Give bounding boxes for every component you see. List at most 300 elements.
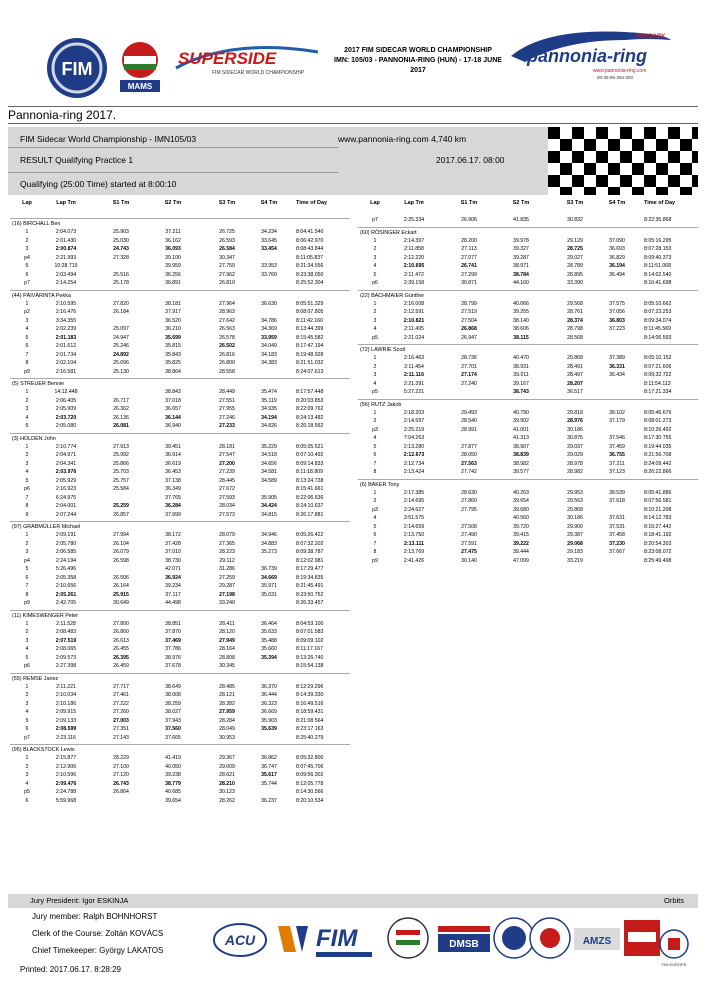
lap-time-cell: 2:12.591: [403, 309, 425, 315]
s2-cell: 39.238: [165, 772, 181, 778]
s4-cell: 35.617: [261, 772, 277, 778]
table-row: [10, 637, 350, 646]
table-row: [10, 388, 350, 397]
motorsport-logo: [624, 920, 660, 956]
s3-cell: 27.259: [219, 574, 235, 581]
lap-cell: 4: [373, 380, 377, 387]
lap-time-cell: 10:28.719: [54, 263, 78, 269]
s2-cell: 38.743: [513, 389, 529, 395]
time-of-day-cell: 8:17:29.477: [296, 566, 324, 572]
table-row: [10, 502, 350, 511]
lap-cell: p9: [24, 368, 30, 375]
time-of-day-cell: 8:20:54.303: [644, 540, 672, 547]
s4-cell: 34.883: [261, 540, 277, 547]
s4-cell: 38.102: [609, 409, 625, 416]
s3-cell: 29.818: [567, 409, 583, 416]
col-s3: S3 Tm: [218, 200, 236, 206]
s1-cell: 25.866: [113, 460, 129, 467]
s2-cell: 38.259: [165, 700, 181, 707]
table-row: [10, 591, 350, 600]
s2-cell: 39.287: [513, 254, 529, 261]
table-row: [10, 654, 350, 663]
table-row: [358, 417, 698, 426]
time-of-day-cell: 8:19:34.835: [296, 574, 324, 581]
lap-time-cell: 2:06.405: [55, 397, 77, 404]
lap-time-cell: 2:09.573: [55, 654, 77, 661]
table-row: [10, 228, 350, 237]
lap-time-cell: 2:10.695: [403, 263, 425, 269]
s2-cell: 36.256: [165, 271, 181, 278]
s2-cell: 41.835: [513, 217, 529, 223]
s2-cell: 38.971: [513, 263, 529, 269]
s3-cell: 29.868: [567, 506, 583, 513]
s2-cell: 35.699: [165, 334, 181, 341]
s3-cell: 28.262: [219, 797, 235, 804]
table-row: [358, 388, 698, 397]
s2-cell: 39.720: [513, 523, 529, 530]
table-row: [10, 262, 350, 271]
s3-cell: 26.563: [219, 326, 235, 332]
s1-cell: 27.475: [461, 549, 477, 555]
s4-cell: 37.123: [609, 469, 625, 475]
time-of-day-cell: 8:09:32.722: [644, 372, 672, 378]
lap-time-cell: 2:14.659: [403, 523, 425, 530]
s4-cell: 35.905: [261, 494, 277, 501]
s2-cell: 44.498: [165, 600, 181, 606]
fim-europe-badge-text: FIM EUROPE: [661, 962, 687, 967]
lap-cell: 1: [25, 300, 29, 307]
time-of-day-cell: 8:07:32.202: [296, 540, 324, 547]
s2-cell: 37.010: [165, 549, 181, 555]
s1-cell: 27.351: [113, 726, 129, 732]
time-of-day-cell: 8:10:26.492: [644, 426, 672, 433]
table-header: [358, 200, 698, 216]
lap-time-cell: 2:14.254: [55, 280, 77, 286]
lap-cell: 6: [25, 271, 29, 278]
table-row: [10, 477, 350, 486]
lap-cell: 1: [25, 620, 29, 627]
s1-cell: 27.328: [113, 254, 129, 261]
time-of-day-cell: 8:24:07.613: [296, 368, 324, 375]
lap-cell: 5: [25, 654, 29, 661]
s1-cell: 27.820: [113, 300, 129, 307]
lap-time-cell: 2:10.186: [55, 700, 77, 707]
s3-cell: 27.959: [219, 709, 235, 715]
col-lap: Lap: [370, 200, 380, 206]
s3-cell: 29.183: [567, 549, 583, 555]
time-of-day-cell: 8:04:53.100: [296, 620, 324, 627]
s2-cell: 38.008: [165, 692, 181, 698]
s1-cell: 26.079: [113, 549, 129, 555]
s2-cell: 37.117: [165, 591, 181, 598]
s3-cell: 28.411: [219, 620, 235, 627]
s4-cell: 37.389: [609, 355, 625, 361]
table-row: [358, 245, 698, 254]
table-row: [358, 460, 698, 469]
s4-cell: 36.237: [261, 797, 277, 804]
s4-cell: 37.179: [609, 418, 625, 424]
lap-cell: 3: [25, 246, 29, 252]
s3-cell: 27.233: [219, 423, 235, 429]
table-row: [10, 254, 350, 263]
lap-cell: 4: [25, 414, 29, 421]
col-lap: Lap: [22, 200, 32, 206]
lap-cell: 1: [373, 237, 377, 244]
s4-cell: 33.760: [261, 271, 277, 278]
acu-logo: [214, 924, 266, 956]
driver-header: [10, 673, 350, 683]
lap-cell: 3: [25, 460, 29, 467]
lap-time-cell: 2:07.244: [55, 511, 77, 518]
table-row: [10, 548, 350, 557]
s4-cell: 36.739: [261, 566, 277, 572]
driver-name: (72) LAWRIE Scott: [360, 347, 406, 353]
s2-cell: 38.839: [513, 452, 529, 458]
lap-time-cell: 2:21.024: [403, 334, 425, 341]
time-of-day-cell: 8:23:08.072: [644, 549, 672, 555]
s2-cell: 37.138: [165, 477, 181, 484]
time-of-day-cell: 8:22:09.762: [296, 406, 324, 412]
lap-time-cell: 2:12.673: [403, 452, 425, 458]
s3-cell: 27.672: [219, 486, 235, 492]
s3-cell: 27.198: [219, 591, 235, 598]
s4-cell: 36.323: [261, 700, 277, 707]
s3-cell: 28.621: [219, 772, 235, 778]
lap-time-cell: 2:01.612: [55, 343, 77, 349]
s4-cell: 36.803: [609, 317, 625, 324]
s1-cell: 28.736: [461, 355, 477, 361]
lap-cell: 2: [373, 363, 377, 370]
s1-cell: 29.493: [461, 409, 477, 416]
s1-cell: 26.395: [113, 654, 129, 661]
s3-cell: 28.761: [567, 309, 583, 315]
lap-cell: 7: [25, 583, 29, 589]
s1-cell: 26.506: [113, 574, 129, 581]
fim-logo-text: FIM: [61, 59, 93, 79]
dmsb-logo: [438, 926, 490, 952]
s4-cell: 34.383: [261, 360, 277, 366]
page-title: Pannonia-ring 2017.: [8, 106, 698, 124]
s4-cell: 36.194: [609, 263, 625, 269]
s4-cell: 35.474: [261, 389, 277, 395]
lap-cell: 2: [373, 309, 377, 315]
time-of-day-cell: 8:14:12.783: [644, 515, 672, 521]
lap-cell: 3: [373, 317, 377, 324]
lap-cell: 2: [373, 498, 377, 504]
results-body-left: [10, 218, 350, 805]
s1-cell: 26.906: [461, 217, 477, 223]
lap-cell: 5: [25, 423, 29, 429]
s3-cell: 27.547: [219, 452, 235, 458]
s1-cell: 25.030: [113, 237, 129, 244]
s1-cell: 24.947: [113, 334, 129, 341]
s1-cell: 26.864: [113, 789, 129, 795]
ring-country: HUNGARY: [635, 34, 666, 40]
s1-cell: 27.508: [461, 523, 477, 530]
s2-cell: 39.577: [513, 469, 529, 475]
driver-name: (55) REMSE Janez: [12, 675, 59, 682]
lap-time-cell: 5:27.221: [403, 389, 425, 395]
lap-time-cell: 2:24.194: [55, 557, 77, 564]
time-of-day-cell: 8:22:06.636: [296, 494, 324, 501]
s1-cell: 27.100: [113, 763, 129, 770]
s1-cell: 27.800: [113, 620, 129, 627]
lap-cell: 7: [373, 540, 377, 547]
table-row: [358, 426, 698, 435]
lap-cell: p4: [24, 557, 30, 564]
s2-cell: 39.959: [165, 263, 181, 269]
time-of-day-cell: 8:18:59.431: [296, 709, 324, 715]
lap-cell: 1: [373, 355, 377, 361]
time-of-day-cell: 8:20:10.534: [296, 797, 324, 804]
s2-cell: 35.843: [165, 351, 181, 358]
s4-cell: 36.829: [609, 254, 625, 261]
table-row: [10, 334, 350, 343]
time-of-day-cell: 8:24:10.637: [296, 503, 324, 509]
lap-time-cell: 2:16.463: [403, 355, 425, 361]
table-row: [10, 237, 350, 246]
s4-cell: 36.464: [261, 620, 277, 627]
col-lap-time: Lap Tm: [404, 200, 424, 206]
lap-time-cell: 2:00.874: [55, 246, 77, 252]
driver-name: (95) BLACKSTOCK Lewis: [12, 747, 75, 753]
lap-cell: 4: [25, 646, 29, 652]
s1-cell: 26.860: [113, 629, 129, 635]
s3-cell: 27.573: [219, 511, 235, 518]
s4-cell: 34.369: [261, 326, 277, 332]
s3-cell: 28.284: [219, 717, 235, 724]
s2-cell: 37.428: [165, 540, 181, 547]
table-row: [10, 271, 350, 280]
s1-cell: 25.259: [113, 503, 129, 509]
s3-cell: 29.563: [567, 498, 583, 504]
time-of-day-cell: 8:11:45.569: [644, 326, 672, 332]
driver-header: [10, 218, 350, 228]
s4-cell: 34.656: [261, 460, 277, 467]
s3-cell: 28.497: [567, 372, 583, 378]
s3-cell: 29.068: [567, 540, 583, 547]
lap-time-cell: 2:08.065: [55, 646, 77, 652]
s1-cell: 26.081: [113, 423, 129, 429]
table-row: [358, 271, 698, 280]
s2-cell: 40.790: [513, 409, 529, 416]
s1-cell: 28.799: [461, 300, 477, 307]
lap-cell: 8: [373, 549, 377, 555]
time-of-day-cell: 8:13:44.399: [296, 326, 324, 332]
s3-cell: 28.449: [219, 389, 235, 395]
results-column-right: [358, 200, 698, 565]
driver-name: (6) BAKER Tony: [360, 481, 400, 488]
s1-cell: 25.757: [113, 477, 129, 484]
time-of-day-cell: 8:14:06.593: [644, 334, 672, 341]
s2-cell: 39.444: [513, 549, 529, 555]
s3-cell: 29.953: [567, 489, 583, 496]
lap-time-cell: 2:04.001: [55, 503, 77, 509]
timing-provider: Orbits: [663, 896, 684, 905]
time-of-day-cell: 8:23:38.050: [296, 271, 324, 278]
s1-cell: 27.299: [461, 271, 477, 278]
header: [0, 0, 707, 91]
lap-time-cell: 2:03.720: [55, 414, 77, 421]
table-row: [10, 754, 350, 763]
lap-cell: 1: [25, 443, 29, 450]
lap-cell: p6: [24, 486, 30, 492]
lap-cell: 2: [373, 418, 377, 424]
lap-time-cell: 2:24.627: [403, 506, 425, 513]
driver-name: (60) RÖSINGER Eckart: [360, 229, 417, 236]
driver-header: [358, 290, 698, 300]
lap-cell: p2: [24, 309, 30, 315]
lap-time-cell: 2:11.858: [404, 246, 424, 252]
s2-cell: 39.222: [513, 540, 529, 547]
s1-cell: 30.649: [113, 600, 129, 606]
table-row: [10, 700, 350, 709]
s2-cell: 39.167: [513, 380, 529, 387]
s2-cell: 36.453: [165, 469, 181, 475]
driver-name: (11) KIMESWENGER Peter: [12, 612, 79, 619]
time-of-day-cell: 8:11:51.068: [644, 263, 672, 269]
table-row: [10, 300, 350, 309]
clerk-of-course: Clerk of the Course: Zoltán KOVÁCS: [32, 929, 164, 938]
table-row: [10, 708, 350, 717]
table-row: [10, 414, 350, 423]
lap-time-cell: 2:07.519: [55, 637, 77, 644]
s4-cell: 37.459: [609, 443, 625, 450]
jury-president: Jury President: Igor ESKINJA: [30, 896, 129, 905]
driver-header: [358, 227, 698, 237]
lap-cell: 5: [25, 477, 29, 484]
s1-cell: 28.200: [461, 237, 477, 244]
driver-header: [10, 433, 350, 443]
time-of-day-cell: 8:23:17.163: [296, 726, 324, 732]
s1-cell: 27.077: [461, 254, 477, 261]
s2-cell: 38.976: [165, 654, 181, 661]
s1-cell: 26.104: [113, 540, 129, 547]
lap-time-cell: 2:05.929: [55, 477, 77, 484]
s2-cell: 40.066: [513, 300, 529, 307]
lap-cell: 2: [25, 629, 29, 635]
s1-cell: 26.947: [461, 334, 477, 341]
table-row: [358, 434, 698, 443]
s4-cell: 36.434: [609, 372, 625, 378]
lap-cell: 8: [25, 360, 29, 366]
s3-cell: 29.387: [567, 532, 583, 538]
time-of-day-cell: 8:07:21.606: [644, 363, 672, 370]
lap-cell: 9: [25, 511, 29, 518]
table-row: [358, 237, 698, 246]
table-row: [10, 308, 350, 317]
lap-time-cell: 2:12.906: [55, 763, 77, 770]
s2-cell: 37.870: [165, 629, 181, 635]
s3-cell: 29.129: [567, 237, 583, 244]
table-row: [10, 771, 350, 780]
s2-cell: 47.099: [513, 557, 529, 564]
time-of-day-cell: 8:16:27.442: [644, 523, 672, 530]
circuit-info: www.pannonia-ring.com 4,740 km: [338, 134, 467, 144]
s2-cell: 36.284: [165, 503, 181, 509]
lap-time-cell: 2:04.341: [55, 460, 77, 467]
results-body-right: [358, 216, 698, 565]
lap-cell: 5: [373, 523, 377, 530]
s3-cell: 29.568: [567, 300, 583, 307]
s1-cell: 26.362: [113, 406, 129, 412]
time-of-day-cell: 8:06:42.970: [296, 237, 324, 244]
s3-cell: 28.210: [219, 780, 235, 787]
table-row: [358, 548, 698, 557]
s2-cell: 41.419: [165, 755, 181, 761]
s4-cell: 36.755: [609, 452, 625, 458]
s1-cell: 27.504: [461, 317, 477, 324]
time-of-day-cell: 8:12:05.778: [296, 780, 324, 787]
s2-cell: 38.649: [165, 683, 181, 690]
s4-cell: 35.273: [261, 549, 277, 555]
table-row: [10, 443, 350, 452]
s4-cell: 34.935: [261, 406, 277, 412]
lap-time-cell: 2:17.385: [403, 489, 425, 496]
s3-cell: 28.485: [219, 683, 235, 690]
s2-cell: 39.654: [513, 498, 529, 504]
s2-cell: 36.914: [165, 452, 181, 458]
s3-cell: 28.374: [567, 317, 583, 324]
checkered-flag-icon: [548, 127, 698, 195]
table-row: [10, 317, 350, 326]
col-time-of-day: Time of Day: [644, 200, 676, 206]
time-of-day-cell: 8:07:01.583: [296, 629, 324, 635]
s3-cell: 27.239: [219, 469, 235, 475]
s1-cell: 27.717: [113, 683, 129, 690]
s4-cell: 37.618: [609, 498, 625, 504]
s2-cell: 39.451: [165, 443, 181, 450]
lap-cell: 2: [25, 540, 29, 547]
s1-cell: 27.120: [113, 772, 129, 778]
s2-cell: 39.234: [165, 583, 181, 589]
s3-cell: 29.027: [567, 254, 583, 261]
s4-cell: 35.394: [261, 654, 277, 661]
table-row: [10, 780, 350, 789]
session-info-panel: [8, 127, 698, 195]
s4-cell: 34.194: [261, 414, 277, 421]
lap-time-cell: 2:01.183: [55, 334, 77, 341]
driver-header: [10, 744, 350, 754]
s3-cell: 28.808: [219, 654, 235, 661]
s4-cell: 37.531: [609, 523, 625, 530]
lap-time-cell: 2:14.597: [403, 418, 425, 424]
s3-cell: 28.223: [219, 549, 235, 555]
s2-cell: 36.144: [165, 414, 181, 421]
time-of-day-cell: 8:05:05.521: [296, 443, 324, 450]
s2-cell: 36.891: [165, 280, 181, 286]
lap-time-cell: 2:09.476: [55, 780, 77, 787]
table-row: [10, 582, 350, 591]
time-of-day-cell: 8:18:41.192: [644, 532, 672, 538]
s4-cell: 34.589: [261, 477, 277, 484]
s3-cell: 26.593: [219, 237, 235, 244]
lap-time-cell: 2:01.430: [55, 237, 77, 244]
s2-cell: 38.606: [513, 326, 529, 332]
time-of-day-cell: 8:05:32.800: [296, 755, 324, 761]
lap-cell: 5: [25, 566, 29, 572]
s1-cell: 25.096: [113, 360, 129, 366]
national-federation-logo: [494, 918, 570, 958]
s1-cell: 27.877: [461, 443, 477, 450]
s3-cell: 28.445: [219, 477, 235, 484]
lap-cell: 4: [373, 435, 377, 441]
lap-cell: 1: [25, 389, 29, 395]
table-row: [358, 557, 698, 566]
lap-cell: 3: [373, 372, 377, 378]
table-row: [358, 514, 698, 523]
lap-cell: 4: [373, 515, 377, 521]
